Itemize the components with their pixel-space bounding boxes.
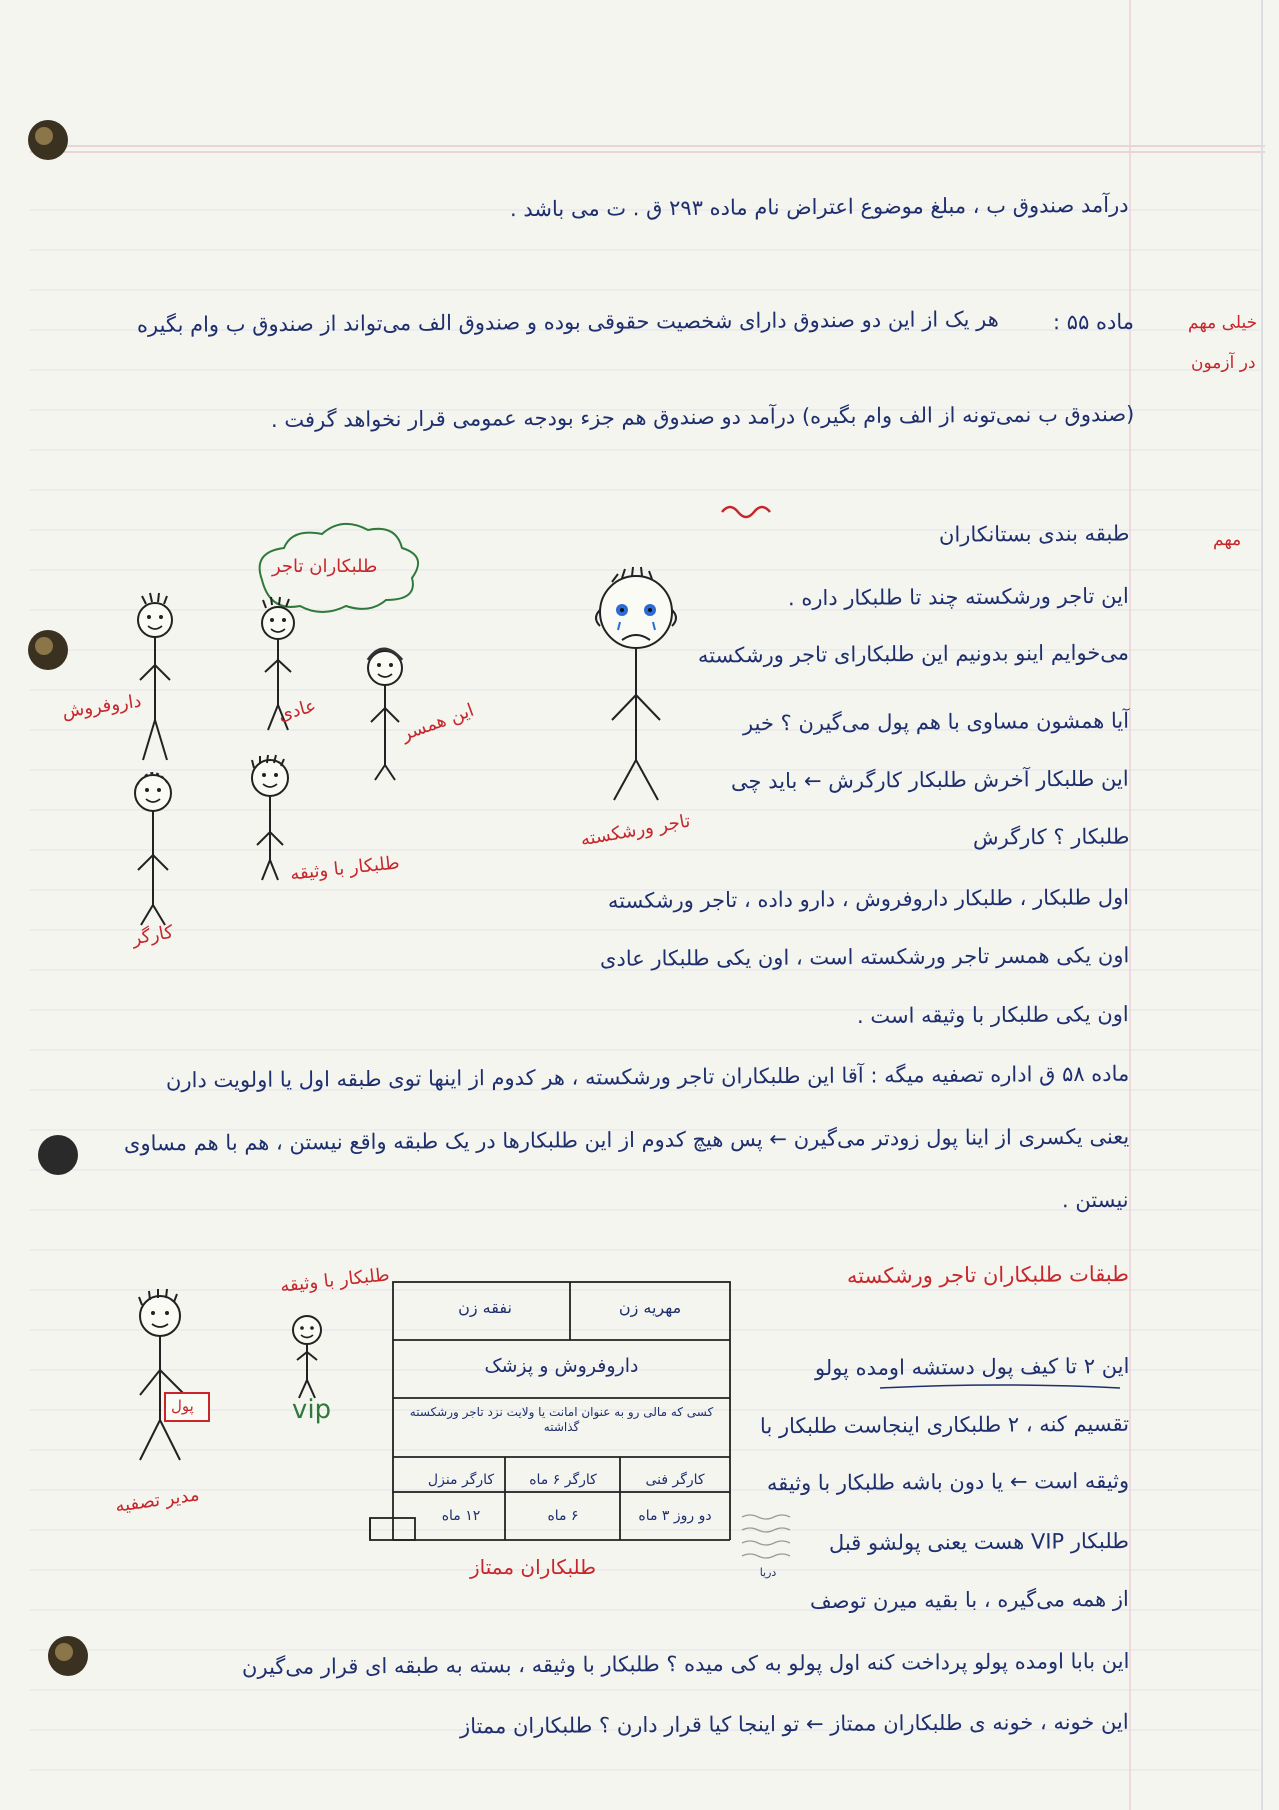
- table-col-home-head: کارگر منزل: [427, 1472, 495, 1488]
- table-col-home-val: ۱۲ ماه: [441, 1508, 481, 1524]
- money-bag-label: پول: [171, 1397, 194, 1415]
- label-liquidator: مدیر تصفیه: [113, 1484, 201, 1517]
- label-wife: این همسر: [398, 699, 477, 746]
- label-vip: vip: [291, 1394, 332, 1426]
- article-55-cont: (صندوق ب نمی‌تونه از الف وام بگیره) درآمد دو صندوق هم جزء بودجه عمومی قرار نخواهد گرفت .: [270, 401, 1135, 433]
- story-line: اون یکی طلبکار با وثیقه است .: [857, 1002, 1130, 1028]
- margin-note-very-important: خیلی مهم: [1187, 312, 1258, 334]
- section-title: طبقه بندی بستانکاران: [938, 521, 1130, 547]
- margin-note-in-exam: در آزمون: [1190, 352, 1256, 374]
- section2-line: وثیقه است ← یا دون باشه طلبکار با وثیقه: [766, 1468, 1130, 1496]
- story-line: اون یکی همسر تاجر ورشکسته است ، اون یکی طلبکار عادی: [599, 943, 1130, 971]
- table-header-dowry: مهریه زن: [618, 1298, 682, 1317]
- section2-line: از همه می‌گیره ، با بقیه میرن توصف: [810, 1586, 1130, 1614]
- table-col-technical-val: دو روز ۳ ماه: [638, 1508, 712, 1524]
- margin-note-important: مهم: [1212, 529, 1242, 551]
- story-line: آیا همشون مساوی با هم پول می‌گیرن ؟ خیر: [742, 708, 1130, 736]
- label-ordinary: عادی: [275, 695, 319, 726]
- section2-line: طلبکار VIP هست یعنی پولشو قبل: [828, 1528, 1130, 1556]
- table-col-6month-val: ۶ ماه: [547, 1508, 579, 1524]
- article-55-text: هر یک از این دو صندوق دارای شخصیت حقوقی بوده و صندوق الف می‌تواند از صندوق ب وام بگیره: [137, 306, 1000, 338]
- label-merchant: تاجر ورشکسته: [579, 810, 692, 851]
- label-secured: طلبکار با وثیقه: [289, 852, 401, 885]
- story-line: این تاجر ورشکسته چند تا طلبکار داره .: [788, 583, 1130, 611]
- section2-line: تقسیم کنه ، ۲ طلبکاری اینجاست طلبکار با: [759, 1411, 1130, 1439]
- section2-line: این ۲ تا کیف پول دستشه اومده پولو: [814, 1353, 1130, 1381]
- table-col-technical-head: کارگر فنی: [645, 1472, 705, 1488]
- article-58-line: ماده ۵۸ ق اداره تصفیه میگه : آقا این طلبکاران تاجر ورشکسته ، هر کدوم از اینها توی طبقه اول یا اولویت دارن: [165, 1061, 1130, 1093]
- story-line: اول طلبکار ، طلبکار داروفروش ، دارو داده ، تاجر ورشکسته: [607, 885, 1130, 913]
- article-58-line: نیستن .: [1062, 1187, 1130, 1213]
- section2-title: طبقات طلبکاران تاجر ورشکسته: [847, 1262, 1130, 1288]
- story-line: می‌خوایم اینو بدونیم این طلبکارای تاجر ورشکسته: [697, 640, 1130, 668]
- table-small-note: دریا: [759, 1566, 777, 1579]
- table-caption: طلبکاران ممتاز: [470, 1555, 597, 1579]
- table-col-6month-head: کارگر ۶ ماه: [529, 1472, 597, 1488]
- table-header-alimony: نفقه زن: [458, 1298, 512, 1317]
- label-secured-2: طلبکار با وثیقه: [279, 1264, 391, 1297]
- cloud-label: طلبکاران تاجر: [272, 556, 378, 577]
- table-row-pharmacist-doctor: داروفروش و پزشک: [484, 1355, 639, 1377]
- story-line: این طلبکار آخرش طلبکار کارگرش ← باید چی: [731, 766, 1130, 794]
- article-58-line: یعنی یکسری از اینا پول زودتر می‌گیرن ← پس هیچ کدوم از این طلبکارها در یک طبقه واقع نیستن ، هم با هم مساوی: [123, 1124, 1130, 1156]
- bottom-line: این بابا اومده پولو پرداخت کنه اول پولو به کی میده ؟ طلبکار با وثیقه ، بسته به طبقه ای قرار می‌گیرن: [241, 1648, 1130, 1680]
- article-55-label: ماده ۵۵ :: [1052, 309, 1135, 335]
- bottom-line: این خونه ، خونه ی طلبکاران ممتاز ← تو اینجا کیا قرار دارن ؟ طلبکاران ممتاز: [460, 1709, 1130, 1739]
- label-pharmacist: داروفروش: [60, 690, 143, 723]
- label-worker: کارگر: [130, 921, 175, 950]
- text-line: درآمد صندوق ب ، مبلغ موضوع اعتراض نام ماده ۲۹۳ ق . ت می باشد .: [510, 192, 1130, 222]
- table-row-trustee: کسی که مالی رو به عنوان امانت یا ولایت نزد تاجر ورشکسته گذاشته: [409, 1405, 714, 1434]
- story-line: طلبکار ؟ کارگرش: [972, 824, 1130, 850]
